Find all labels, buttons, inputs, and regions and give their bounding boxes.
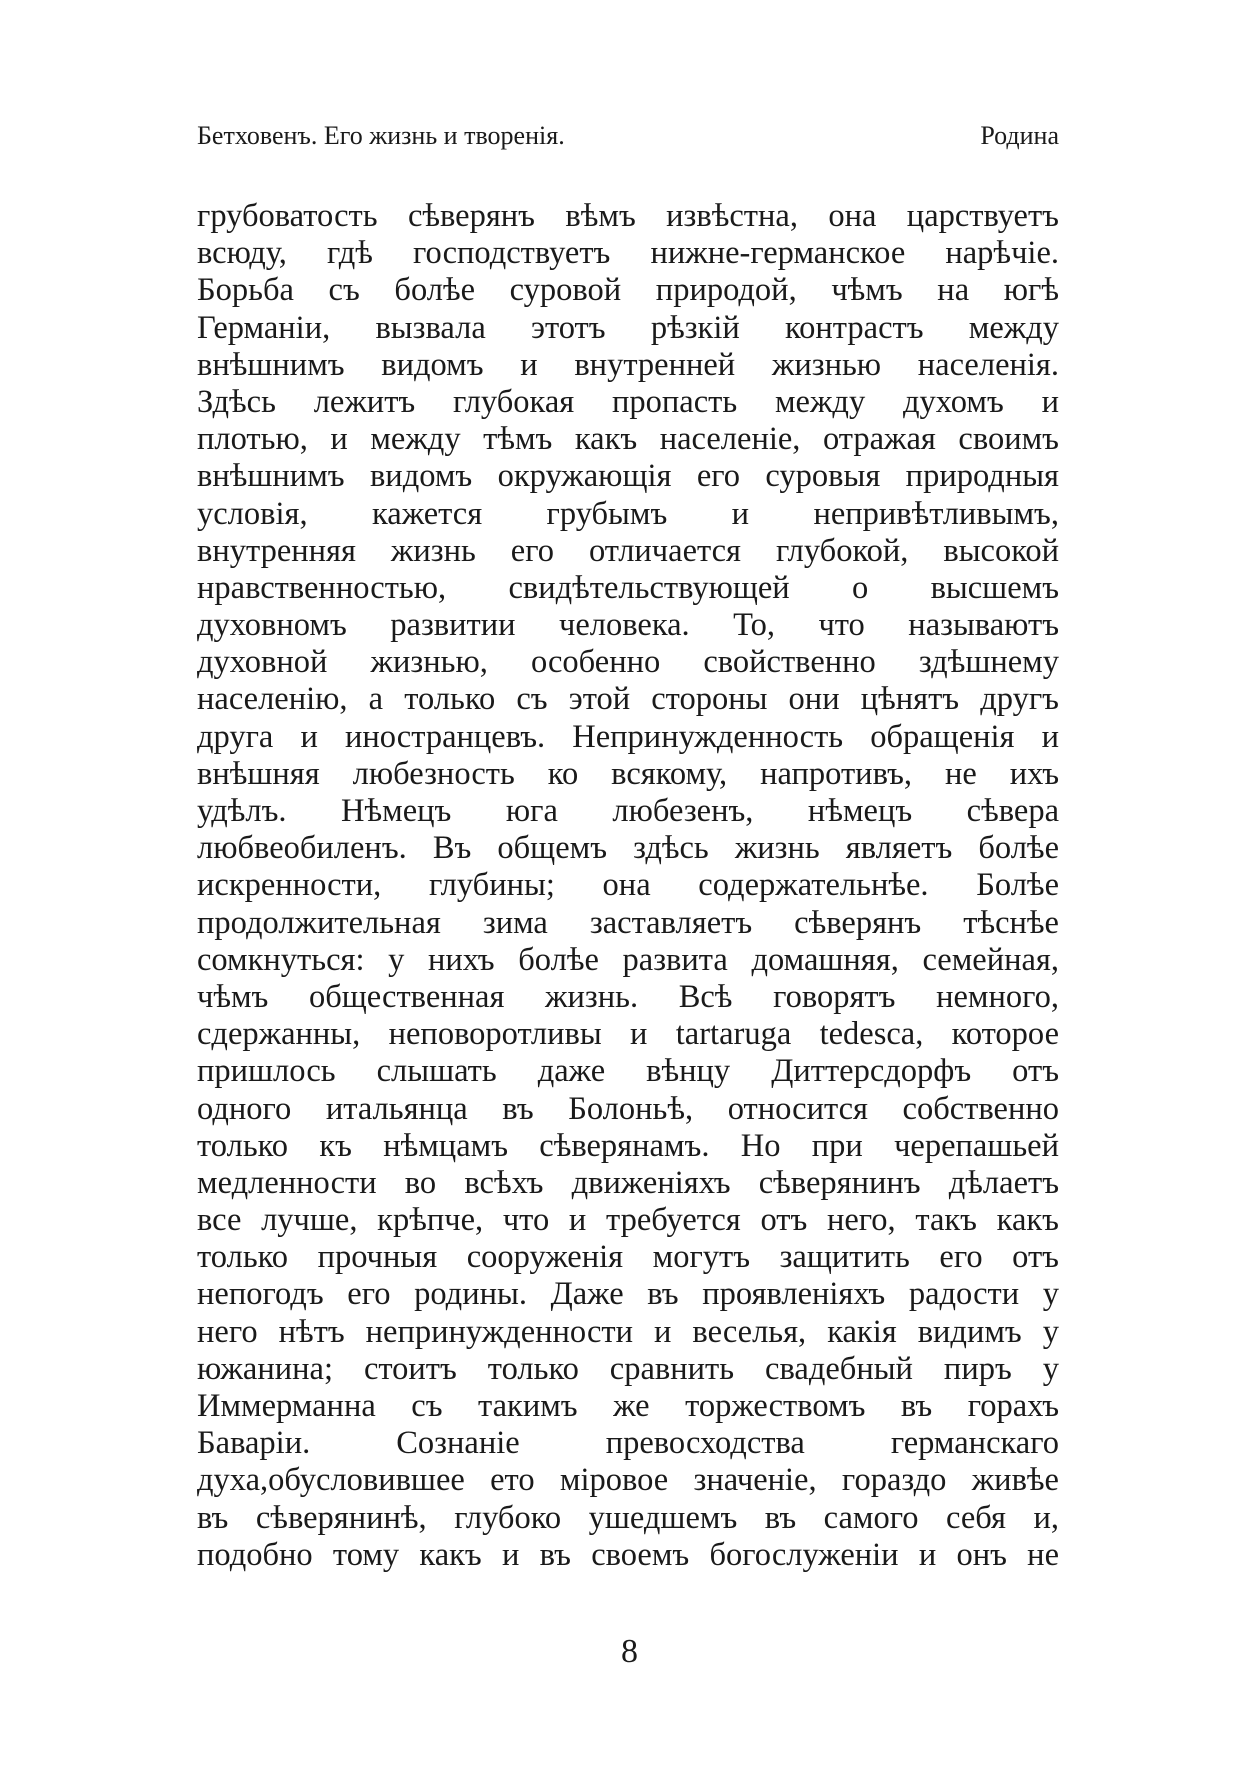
text-line: въ сѣверянинѣ, глубоко ушедшемъ въ самого себя и,	[197, 1499, 1059, 1536]
page-number: 8	[621, 1633, 638, 1670]
text-line: Иммерманна съ такимъ же торжествомъ въ горахъ	[197, 1388, 1059, 1424]
text-line: южанина; стоитъ только сравнить свадебный пиръ у	[197, 1350, 1059, 1387]
text-line: сомкнуться: у нихъ болѣе развита домашняя, семейная,	[197, 941, 1059, 978]
text-line: духовномъ развитии человека. То, что называютъ	[197, 607, 1059, 644]
text-line: сдержанны, неповоротливы и tartaruga tedesca, которое	[197, 1016, 1059, 1053]
text-line: внутренняя жизнь его отличается глубокой, высокой	[197, 532, 1059, 569]
text-line: все лучше, крѣпче, что и требуется отъ него, такъ какъ	[197, 1202, 1059, 1239]
header-book-title: Бетховенъ. Его жизнь и творенія.	[197, 121, 565, 150]
text-line: только прочныя сооруженія могутъ защитить его отъ	[197, 1239, 1059, 1276]
text-line: Здѣсь лежитъ глубокая пропасть между духомъ и	[197, 383, 1059, 420]
text-line: всюду, гдѣ господствуетъ нижне-германское нарѣчіе.	[197, 235, 1059, 272]
body-text	[197, 198, 1059, 1574]
text-line: нравственностью, свидѣтельствующей о высшемъ	[197, 569, 1059, 606]
text-line: внѣшнимъ видомъ окружающія его суровыя природныя	[197, 458, 1059, 495]
text-line: пришлось слышать даже вѣнцу Диттерсдорфъ отъ	[197, 1053, 1059, 1090]
text-line: условія, кажется грубымъ и непривѣтливымъ,	[197, 495, 1059, 532]
text-line: него нѣтъ непринужденности и веселья, какія видимъ у	[197, 1313, 1059, 1350]
text-line: внѣшняя любезность ко всякому, напротивъ, не ихъ	[197, 755, 1059, 792]
text-line: внѣшнимъ видомъ и внутренней жизнью населенія.	[197, 346, 1059, 383]
running-header	[197, 118, 1059, 154]
header-section-title: Родина	[980, 121, 1059, 150]
text-line: медленности во всѣхъ движеніяхъ сѣверянинъ дѣлаетъ	[197, 1164, 1059, 1201]
text-line: духовной жизнью, особенно свойственно здѣшнему	[197, 644, 1059, 681]
text-line: удѣлъ. Нѣмецъ юга любезенъ, нѣмецъ сѣвера	[197, 793, 1059, 829]
text-line: непогодъ его родины. Даже въ проявленіяхъ радости у	[197, 1276, 1059, 1313]
text-line: подобно тому какъ и въ своемъ богослуженіи и онъ не	[197, 1536, 1059, 1573]
text-line: Германіи, вызвала этотъ рѣзкій контрастъ между	[197, 309, 1059, 346]
text-line: чѣмъ общественная жизнь. Всѣ говорятъ немного,	[197, 978, 1059, 1015]
text-line: духа,обусловившее ето міровое значеніе, гораздо живѣе	[197, 1462, 1059, 1499]
text-line: только къ нѣмцамъ сѣверянамъ. Но при черепашьей	[197, 1127, 1059, 1164]
text-line: Баваріи. Сознаніе превосходства германскаго	[197, 1425, 1059, 1462]
text-line: населенію, а только съ этой стороны они цѣнятъ другъ	[197, 681, 1059, 718]
text-line: Борьба съ болѣе суровой природой, чѣмъ на югѣ	[197, 272, 1059, 309]
text-line: плотью, и между тѣмъ какъ населеніе, отражая своимъ	[197, 421, 1059, 458]
text-line: друга и иностранцевъ. Непринужденность обращенія и	[197, 718, 1059, 755]
text-line: продолжительная зима заставляетъ сѣверянъ тѣснѣе	[197, 904, 1059, 941]
text-line: одного итальянца въ Болоньѣ, относится собственно	[197, 1090, 1059, 1127]
text-line: грубоватость сѣверянъ вѣмъ извѣстна, она царствуетъ	[197, 198, 1059, 234]
text-line: искренности, глубины; она содержательнѣе. Болѣе	[197, 867, 1059, 904]
text-line: любвеобиленъ. Въ общемъ здѣсь жизнь являетъ болѣе	[197, 830, 1059, 867]
